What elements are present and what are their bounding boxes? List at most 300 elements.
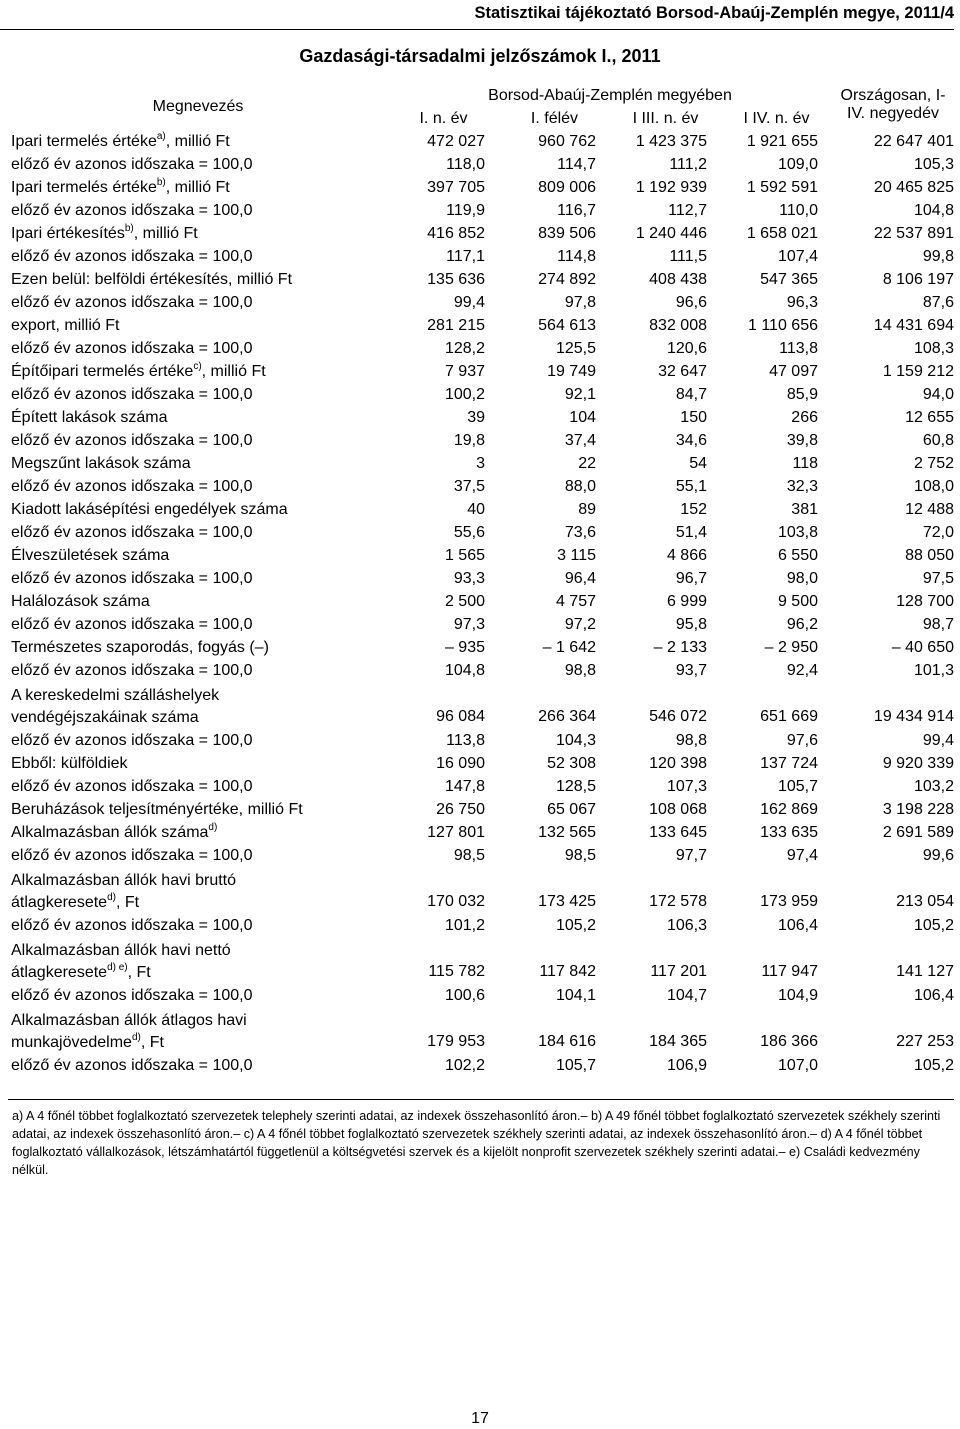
table-row [8, 452, 954, 475]
row-label-unit: , millió Ft [165, 133, 230, 150]
table-row [8, 636, 954, 659]
value-cell: 960 762 [538, 133, 596, 150]
row-label [8, 360, 388, 383]
row-label-text: előző év azonos időszaka = 100,0 [11, 524, 253, 541]
page-number: 17 [471, 1410, 489, 1427]
row-label [8, 544, 388, 567]
table-row [8, 613, 954, 636]
row-label [8, 798, 388, 821]
value-cell: 16 090 [436, 755, 485, 772]
row-label-text: előző év azonos időszaka = 100,0 [11, 294, 253, 311]
row-label-text: Kiadott lakásépítési engedélyek száma [11, 501, 288, 518]
row-label-text: előző év azonos időszaka = 100,0 [11, 202, 253, 219]
row-label [8, 429, 388, 452]
value-cell: 152 [680, 501, 707, 518]
row-label [8, 613, 388, 636]
value-cell: 135 636 [427, 271, 485, 288]
value-cell: 106,9 [666, 1057, 707, 1074]
value-cell: 186 366 [760, 1033, 818, 1050]
value-cell: 1 592 591 [746, 179, 818, 196]
row-label [8, 521, 388, 544]
row-label-text: Alkalmazásban állók havi nettó [11, 942, 231, 959]
value-cell: 88,0 [564, 478, 596, 495]
value-cell: 101,3 [913, 662, 954, 679]
value-cell: 99,4 [922, 732, 954, 749]
value-cell: 397 705 [427, 179, 485, 196]
period-header: I III. n. év [632, 110, 699, 127]
value-cell: 173 425 [538, 893, 596, 910]
value-cell: 7 937 [444, 363, 485, 380]
row-label [8, 752, 388, 775]
footnotes: a) A 4 főnél többet foglalkoztató szervezetek telephely szerinti adatai, az indexek összehasonlító áron.– b) A 49 főnél többet foglalkoztató szervezetek székhely szerinti adatai, az indexek összehasonlító áron.– c) A 4 főnél többet foglalkoztató szervezetek székhely szerinti adatai, az indexek összehasonlító áron.– d) A 4 főnél többet foglalkoztató vállalkozások, létszámhatártól függetlenül a költségvetési szervek és a kijelölt nonprofit szervezetek székhely szerinti adatai.– e) Családi kedvezmény nélkül. [12, 1109, 941, 1177]
value-cell: 65 067 [547, 801, 596, 818]
value-cell: 73,6 [564, 524, 596, 541]
row-label-text: Építőipari termelés értéke [11, 363, 194, 380]
value-cell: 9 920 339 [882, 755, 954, 772]
value-cell: 266 364 [538, 708, 596, 725]
table-row [8, 798, 954, 821]
row-label-text-line2: munkajövedelme [11, 1034, 132, 1051]
table-row [8, 567, 954, 590]
value-cell: 85,9 [786, 386, 818, 403]
value-cell: 20 465 825 [873, 179, 954, 196]
table-row [8, 544, 954, 567]
value-cell: 52 308 [547, 755, 596, 772]
row-label-text: Ipari termelés értéke [11, 179, 157, 196]
value-cell: 115 782 [428, 963, 485, 980]
value-cell: 117 947 [761, 963, 818, 980]
footnote-divider [8, 1099, 954, 1100]
value-cell: 111,2 [669, 156, 707, 173]
value-cell: 114,8 [557, 248, 596, 265]
value-cell: 274 892 [538, 271, 596, 288]
value-cell: 12 655 [905, 409, 954, 426]
value-cell: 32,3 [786, 478, 818, 495]
row-label-text: előző év azonos időszaka = 100,0 [11, 847, 253, 864]
value-cell: – 40 650 [891, 639, 954, 656]
row-label-text: előző év azonos időszaka = 100,0 [11, 732, 253, 749]
row-label [8, 867, 388, 914]
value-cell: 97,8 [564, 294, 596, 311]
value-cell: 26 750 [436, 801, 485, 818]
value-cell: 117 201 [650, 963, 707, 980]
row-label-text: előző év azonos időszaka = 100,0 [11, 570, 253, 587]
value-cell: 118 [792, 455, 818, 472]
label-column-header: Megnevezés [152, 98, 244, 115]
value-cell: 96,6 [675, 294, 707, 311]
county-group-header: Borsod-Abaúj-Zemplén megyében [488, 87, 732, 104]
row-label [8, 475, 388, 498]
value-cell: 98,5 [564, 847, 596, 864]
footnote-marker: c) [193, 360, 202, 372]
row-label-text: Ebből: külföldiek [11, 755, 128, 772]
value-cell: 1 658 021 [746, 225, 818, 242]
value-cell: 96,4 [564, 570, 596, 587]
value-cell: – 2 950 [764, 639, 818, 656]
row-label [8, 268, 388, 291]
row-label [8, 1007, 388, 1054]
value-cell: 105,7 [777, 778, 818, 795]
value-cell: 92,1 [564, 386, 596, 403]
value-cell: 89 [578, 501, 596, 518]
value-cell: 105,7 [555, 1057, 596, 1074]
value-cell: – 935 [444, 639, 485, 656]
row-label [8, 383, 388, 406]
row-label-text: Épített lakások száma [11, 409, 168, 426]
value-cell: 108,3 [913, 340, 954, 357]
value-cell: 179 953 [427, 1033, 485, 1050]
value-cell: 97,4 [786, 847, 818, 864]
value-cell: 98,5 [453, 847, 485, 864]
value-cell: 381 [791, 501, 818, 518]
value-cell: 8 106 197 [882, 271, 954, 288]
value-cell: 40 [467, 501, 485, 518]
value-cell: 117 842 [539, 963, 596, 980]
row-label-text: Élveszületések száma [11, 547, 170, 564]
footnote-marker: b) [124, 222, 134, 234]
row-label-text: Alkalmazásban állók havi bruttó [11, 872, 237, 889]
value-cell: 107,0 [777, 1057, 818, 1074]
table-row [8, 314, 954, 337]
value-cell: 1 423 375 [635, 133, 707, 150]
value-cell: 22 537 891 [873, 225, 954, 242]
value-cell: 98,8 [564, 662, 596, 679]
value-cell: 1 240 446 [635, 225, 707, 242]
value-cell: 651 669 [760, 708, 818, 725]
value-cell: 104,8 [913, 202, 954, 219]
table-row [8, 682, 954, 729]
value-cell: 1 159 212 [882, 363, 954, 380]
row-label [8, 984, 388, 1007]
row-label-text: előző év azonos időszaka = 100,0 [11, 248, 253, 265]
value-cell: 93,7 [675, 662, 707, 679]
table-row [8, 1054, 954, 1077]
value-cell: 105,2 [913, 1057, 954, 1074]
value-cell: 105,2 [913, 917, 954, 934]
value-cell: 547 365 [760, 271, 818, 288]
value-cell: 94,0 [922, 386, 954, 403]
row-label [8, 222, 388, 245]
value-cell: 111,5 [669, 248, 707, 265]
value-cell: 97,3 [453, 616, 485, 633]
row-label [8, 682, 388, 729]
table-row [8, 130, 954, 153]
value-cell: 55,1 [675, 478, 707, 495]
table-row [8, 775, 954, 798]
value-cell: 113,8 [446, 732, 485, 749]
value-cell: 108 068 [649, 801, 707, 818]
value-cell: 100,2 [444, 386, 485, 403]
table-row [8, 844, 954, 867]
value-cell: 809 006 [538, 179, 596, 196]
row-label-text: előző év azonos időszaka = 100,0 [11, 156, 253, 173]
value-cell: 98,7 [922, 616, 954, 633]
value-cell: 34,6 [675, 432, 707, 449]
row-label-text: előző év azonos időszaka = 100,0 [11, 987, 253, 1004]
value-cell: 98,0 [786, 570, 818, 587]
table-row [8, 153, 954, 176]
period-header: I. n. év [419, 110, 468, 127]
value-cell: 96 084 [436, 708, 485, 725]
value-cell: 110,0 [779, 202, 818, 219]
row-label [8, 567, 388, 590]
footnote-marker: d) [131, 1031, 141, 1043]
value-cell: 141 127 [896, 963, 954, 980]
row-label-text-line2: átlagkeresete [11, 964, 108, 981]
table-row [8, 729, 954, 752]
value-cell: 32 647 [658, 363, 707, 380]
table-row [8, 360, 954, 383]
value-cell: 19,8 [453, 432, 485, 449]
value-cell: 55,6 [453, 524, 485, 541]
value-cell: 184 616 [538, 1033, 596, 1050]
table-row [8, 498, 954, 521]
value-cell: 37,4 [564, 432, 596, 449]
value-cell: 150 [680, 409, 707, 426]
value-cell: 60,8 [922, 432, 954, 449]
footnote-marker: d) [208, 821, 218, 833]
value-cell: – 1 642 [542, 639, 596, 656]
value-cell: 101,2 [444, 917, 485, 934]
value-cell: 97,5 [922, 570, 954, 587]
row-label-unit: , millió Ft [133, 225, 198, 242]
row-label [8, 590, 388, 613]
value-cell: 120 398 [649, 755, 707, 772]
table-row [8, 429, 954, 452]
table-header [8, 84, 954, 130]
table-row [8, 752, 954, 775]
row-label-unit: , Ft [140, 1034, 164, 1051]
value-cell: 105,3 [913, 156, 954, 173]
value-cell: 109,0 [777, 156, 818, 173]
value-cell: 162 869 [760, 801, 818, 818]
row-label-text: előző év azonos időszaka = 100,0 [11, 340, 253, 357]
value-cell: 113,8 [779, 340, 818, 357]
value-cell: 106,3 [666, 917, 707, 934]
value-cell: 128,2 [444, 340, 485, 357]
value-cell: 127 801 [427, 824, 485, 841]
value-cell: 107,4 [777, 248, 818, 265]
value-cell: 102,2 [444, 1057, 485, 1074]
value-cell: 128,5 [555, 778, 596, 795]
value-cell: 104,3 [555, 732, 596, 749]
value-cell: 96,2 [786, 616, 818, 633]
value-cell: 119,9 [446, 202, 485, 219]
value-cell: 4 757 [555, 593, 596, 610]
row-label [8, 636, 388, 659]
value-cell: 128 700 [896, 593, 954, 610]
value-cell: 100,6 [444, 987, 485, 1004]
period-header: I. félév [530, 110, 579, 127]
value-cell: 99,8 [922, 248, 954, 265]
value-cell: 839 506 [538, 225, 596, 242]
value-cell: 3 115 [557, 547, 596, 564]
value-cell: 37,5 [453, 478, 485, 495]
table-row [8, 406, 954, 429]
row-label [8, 130, 388, 153]
row-label [8, 1054, 388, 1077]
running-header: Statisztikai tájékoztató Borsod-Abaúj-Zemplén megye, 2011/4 [0, 4, 954, 30]
value-cell: 133 635 [760, 824, 818, 841]
value-cell: 93,3 [453, 570, 485, 587]
row-label [8, 176, 388, 199]
value-cell: 103,8 [777, 524, 818, 541]
value-cell: 227 253 [896, 1033, 954, 1050]
row-label [8, 659, 388, 682]
row-label [8, 914, 388, 937]
row-label-text: Halálozások száma [11, 593, 150, 610]
value-cell: 108,0 [913, 478, 954, 495]
value-cell: 87,6 [922, 294, 954, 311]
value-cell: 132 565 [538, 824, 596, 841]
value-cell: 546 072 [649, 708, 707, 725]
value-cell: 39 [467, 409, 485, 426]
row-label-unit: , Ft [127, 964, 151, 981]
row-label [8, 452, 388, 475]
row-label [8, 291, 388, 314]
value-cell: 54 [689, 455, 707, 472]
table-row [8, 176, 954, 199]
table-row [8, 914, 954, 937]
table-row [8, 199, 954, 222]
value-cell: 114,7 [557, 156, 596, 173]
value-cell: 147,8 [444, 778, 485, 795]
value-cell: 213 054 [896, 893, 954, 910]
table-row [8, 222, 954, 245]
value-cell: 2 752 [913, 455, 954, 472]
row-label-text: export, millió Ft [11, 317, 120, 334]
table-row [8, 821, 954, 844]
national-column-header: Országosan, I-IV. negyedév [840, 87, 946, 122]
table-body [8, 130, 954, 1077]
value-cell: 19 749 [547, 363, 596, 380]
value-cell: 39,8 [786, 432, 818, 449]
row-label-text: Ipari termelés értéke [11, 133, 157, 150]
value-cell: 12 488 [905, 501, 954, 518]
value-cell: 6 999 [666, 593, 707, 610]
table-row [8, 383, 954, 406]
row-label [8, 844, 388, 867]
value-cell: 98,8 [675, 732, 707, 749]
row-label-text: Megszűnt lakások száma [11, 455, 191, 472]
value-cell: 84,7 [675, 386, 707, 403]
table-row [8, 984, 954, 1007]
table-row [8, 521, 954, 544]
value-cell: 104,9 [777, 987, 818, 1004]
value-cell: 564 613 [538, 317, 596, 334]
value-cell: 92,4 [786, 662, 818, 679]
value-cell: 281 215 [427, 317, 485, 334]
value-cell: 88 050 [905, 547, 954, 564]
row-label-text: Beruházások teljesítményértéke, millió Ft [11, 801, 303, 818]
row-label [8, 245, 388, 268]
row-label [8, 406, 388, 429]
value-cell: 133 645 [649, 824, 707, 841]
row-label-text-line2: átlagkeresete [11, 894, 108, 911]
row-label-text: előző év azonos időszaka = 100,0 [11, 917, 253, 934]
value-cell: 118,0 [446, 156, 485, 173]
value-cell: 104,7 [666, 987, 707, 1004]
value-cell: 184 365 [649, 1033, 707, 1050]
value-cell: 125,5 [555, 340, 596, 357]
row-label-text: előző év azonos időszaka = 100,0 [11, 662, 253, 679]
value-cell: 112,7 [668, 202, 707, 219]
value-cell: 6 550 [777, 547, 818, 564]
value-cell: 104,8 [444, 662, 485, 679]
footnote-marker: d) [107, 891, 116, 903]
value-cell: 72,0 [922, 524, 954, 541]
value-cell: – 2 133 [653, 639, 707, 656]
value-cell: 97,6 [786, 732, 818, 749]
table-row [8, 590, 954, 613]
row-label-text: előző év azonos időszaka = 100,0 [11, 616, 253, 633]
value-cell: 105,2 [555, 917, 596, 934]
value-cell: 4 866 [666, 547, 707, 564]
value-cell: 1 110 656 [748, 317, 818, 334]
row-label-text: Ezen belül: belföldi értékesítés, millió Ft [11, 271, 293, 288]
value-cell: 172 578 [649, 893, 707, 910]
row-label-text: Ipari értékesítés [11, 225, 125, 242]
row-label-text: előző év azonos időszaka = 100,0 [11, 478, 253, 495]
value-cell: 1 565 [444, 547, 485, 564]
value-cell: 3 198 228 [882, 801, 954, 818]
row-label [8, 729, 388, 752]
value-cell: 2 500 [444, 593, 485, 610]
row-label [8, 337, 388, 360]
table-row [8, 1007, 954, 1054]
value-cell: 14 431 694 [873, 317, 954, 334]
row-label-text: Alkalmazásban állók száma [11, 824, 209, 841]
row-label-text: Alkalmazásban állók átlagos havi [11, 1012, 247, 1029]
table-row [8, 937, 954, 984]
table-title: Gazdasági-társadalmi jelzőszámok I., 2011 [299, 46, 661, 66]
table-row [8, 659, 954, 682]
row-label-text: Természetes szaporodás, fogyás (–) [11, 639, 269, 656]
value-cell: 832 008 [649, 317, 707, 334]
row-label-unit: , Ft [115, 894, 140, 911]
value-cell: 2 691 589 [882, 824, 954, 841]
value-cell: 51,4 [675, 524, 707, 541]
value-cell: 47 097 [769, 363, 818, 380]
value-cell: 107,3 [666, 778, 707, 795]
value-cell: 104 [569, 409, 596, 426]
value-cell: 97,2 [564, 616, 596, 633]
value-cell: 22 647 401 [873, 133, 954, 150]
value-cell: 103,2 [913, 778, 954, 795]
table-row [8, 337, 954, 360]
row-label [8, 821, 388, 844]
row-label [8, 498, 388, 521]
row-label-text: előző év azonos időszaka = 100,0 [11, 1057, 253, 1074]
row-label-unit: , millió Ft [165, 179, 230, 196]
row-label [8, 775, 388, 798]
value-cell: 96,7 [675, 570, 707, 587]
value-cell: 1 192 939 [635, 179, 707, 196]
row-label-unit: , millió Ft [201, 363, 266, 380]
value-cell: 117,1 [446, 248, 485, 265]
value-cell: 173 959 [760, 893, 818, 910]
table-row [8, 291, 954, 314]
table-row [8, 245, 954, 268]
table-row [8, 475, 954, 498]
value-cell: 266 [791, 409, 818, 426]
value-cell: 408 438 [649, 271, 707, 288]
row-label [8, 314, 388, 337]
value-cell: 116,7 [557, 202, 596, 219]
period-header: I IV. n. év [743, 110, 810, 127]
indicator-table [8, 84, 954, 1077]
row-label [8, 937, 388, 984]
